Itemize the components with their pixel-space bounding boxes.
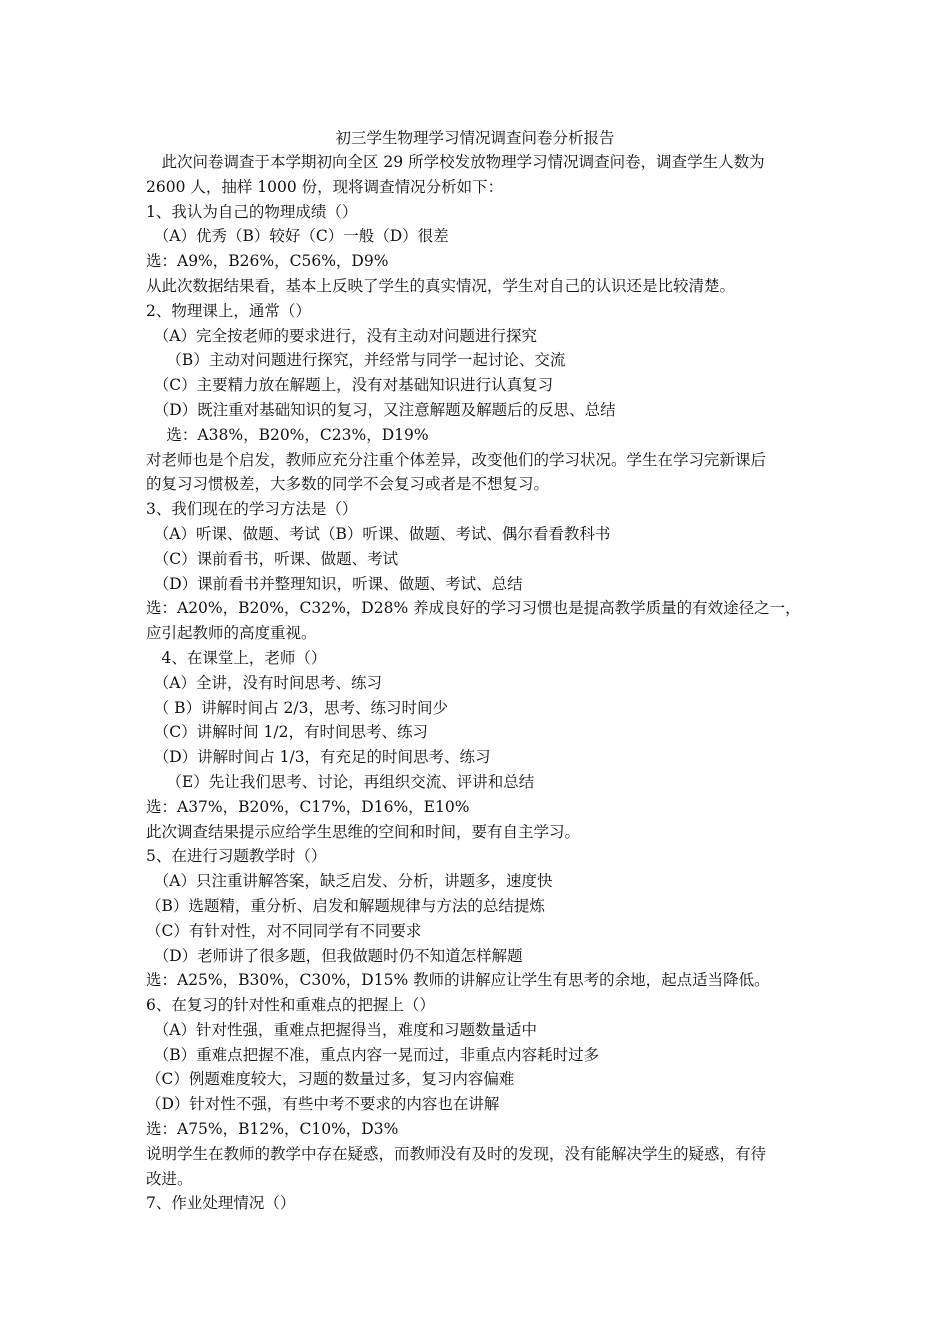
result-line: 选：A25%，B30%，C30%，D15% 教师的讲解应让学生有思考的余地，起点适当降低。 xyxy=(146,971,770,990)
question-line: 6、在复习的针对性和重难点的把握上（） xyxy=(146,996,435,1015)
result-line: 选：A20%，B20%，C32%，D28% 养成良好的学习习惯也是提高教学质量的有效途径之一， xyxy=(146,599,801,618)
question-line: 7、作业处理情况（） xyxy=(146,1194,296,1213)
option-line: （A）完全按老师的要求进行，没有主动对问题进行探究 xyxy=(146,326,537,345)
question-line: 5、在进行习题教学时（） xyxy=(146,847,327,866)
option-line: （C）课前看书，听课、做题、考试 xyxy=(146,549,399,568)
option-line: （D）讲解时间占 1/3，有充足的时间思考、练习 xyxy=(146,748,491,767)
document-title: 初三学生物理学习情况调查问卷分析报告 xyxy=(335,129,615,147)
option-line: （A）针对性强，重难点把握得当，难度和习题数量适中 xyxy=(146,1020,537,1039)
analysis-line: 应引起教师的高度重视。 xyxy=(146,624,317,643)
analysis-line: 改进。 xyxy=(146,1169,193,1188)
option-line: （C）主要精力放在解题上，没有对基础知识进行认真复习 xyxy=(146,376,554,395)
result-line: 选：A37%，B20%，C17%，D16%，E10% xyxy=(146,797,470,816)
option-line: （C）讲解时间 1/2，有时间思考、练习 xyxy=(146,723,428,742)
result-line: 选：A38%，B20%，C23%，D19% xyxy=(146,425,429,444)
document-body xyxy=(146,150,816,1216)
option-line: （B）重难点把握不准，重点内容一晃而过，非重点内容耗时过多 xyxy=(146,1045,600,1064)
analysis-line: 说明学生在教师的教学中存在疑惑，而教师没有及时的发现，没有能解决学生的疑惑，有待 xyxy=(146,1144,767,1163)
option-line: （D）针对性不强，有些中考不要求的内容也在讲解 xyxy=(146,1095,500,1114)
question-line: 2、物理课上，通常（） xyxy=(146,301,311,320)
option-line: （B）选题精，重分析、启发和解题规律与方法的总结提炼 xyxy=(146,896,545,915)
option-line: （D）课前看书并整理知识，听课、做题、考试、总结 xyxy=(146,574,523,593)
analysis-line: 对老师也是个启发，教师应充分注重个体差异，改变他们的学习状况。学生在学习完新课后 xyxy=(146,450,767,469)
option-line: （A）只注重讲解答案，缺乏启发、分析，讲题多，速度快 xyxy=(146,872,553,891)
option-line: （A）优秀（B）较好（C）一般（D）很差 xyxy=(146,227,449,246)
option-line: （B）主动对问题进行探究，并经常与同学一起讨论、交流 xyxy=(146,351,566,370)
option-line: （A）全讲，没有时间思考、练习 xyxy=(146,673,382,692)
analysis-line: 的复习习惯极差，大多数的同学不会复习或者是不想复习。 xyxy=(146,475,550,494)
analysis-line: 从此次数据结果看，基本上反映了学生的真实情况，学生对自己的认识还是比较清楚。 xyxy=(146,276,736,295)
option-line: （D）老师讲了很多题，但我做题时仍不知道怎样解题 xyxy=(146,946,523,965)
option-line: （E）先让我们思考、讨论，再组织交流、评讲和总结 xyxy=(146,772,535,791)
question-line: 1、我认为自己的物理成绩（） xyxy=(146,202,358,221)
option-line: （ B）讲解时间占 2/3，思考、练习时间少 xyxy=(146,698,448,717)
question-line: 3、我们现在的学习方法是（） xyxy=(146,500,358,519)
result-line: 选：A75%，B12%，C10%，D3% xyxy=(146,1120,399,1139)
option-line: （D）既注重对基础知识的复习，又注意解题及解题后的反思、总结 xyxy=(146,400,616,419)
result-line: 选：A9%，B26%，C56%，D9% xyxy=(146,252,389,271)
option-line: （A）听课、做题、考试（B）听课、做题、考试、偶尔看看教科书 xyxy=(146,524,611,543)
text-line: 2600 人，抽样 1000 份，现将调查情况分析如下： xyxy=(146,177,504,196)
option-line: （C）有针对性，对不同同学有不同要求 xyxy=(146,921,422,940)
text-line: 此次问卷调查于本学期初向全区 29 所学校发放物理学习情况调查问卷，调查学生人数为 xyxy=(146,153,765,171)
analysis-line: 此次调查结果提示应给学生思维的空间和时间，要有自主学习。 xyxy=(146,822,581,841)
option-line: （C）例题难度较大，习题的数量过多，复习内容偏难 xyxy=(146,1070,515,1089)
question-line: 4、在课堂上，老师（） xyxy=(146,648,327,667)
